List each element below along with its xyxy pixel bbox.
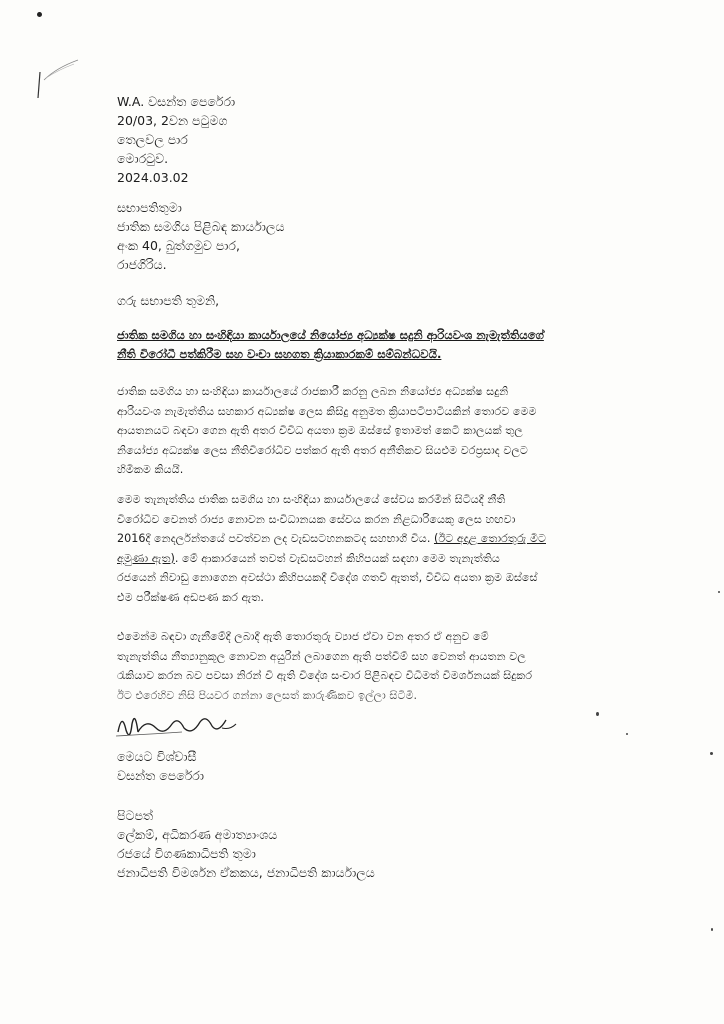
copies-block (117, 806, 375, 882)
sender-address-block (117, 92, 235, 187)
scan-speck (711, 928, 713, 931)
recipient-city: රාජගිරිය. (117, 257, 167, 272)
paragraph-line: තැනැත්තිය නීත්‍යානුකූල නොවන අයුරින් ලබාගෙන ඇති පත්වීම් සහ වෙනත් ආයතන වල (117, 649, 526, 663)
sender-city: මොරටුව. (117, 151, 169, 166)
recipient-title: සභාපතිතුමා (117, 200, 182, 215)
paragraph-line: රැකියාව කරන බව පවසා නිරන් වී ඇති විදේශ සංචාර පිළිබඳව විධිමත් විමර්ශනයක් සිදුකර (117, 669, 533, 683)
subject-line-1: ජාතික සමගිය හා සංහිඳියා කාර්යාලයේ නියෝජ්‍ය අධ්‍යක්ෂ සදුනි ආරියවංශ නැමැත්තියගේ (117, 328, 544, 342)
paragraph-line: හිමිකම කියයි. (117, 463, 184, 477)
letter-closing (117, 747, 204, 785)
copies-item: රජයේ විගණකාධිපති තුමා (117, 846, 256, 861)
salutation: ගරු සභාපති තුමනි, (117, 293, 220, 308)
closing-phrase: මෙයට විශ්වාසී (117, 749, 197, 764)
paragraph-line: නියෝජ්‍ය අධ්‍යක්ෂ ලෙස නීතිවිරෝධීව පත්කර ඇති අතර අනීතිකව සියළුම වරප්‍රසාද වලට (117, 443, 528, 457)
paragraph-line (117, 549, 612, 569)
scan-speck (718, 591, 720, 593)
body-paragraph-2 (117, 490, 612, 608)
handwritten-signature-icon (112, 702, 242, 748)
body-paragraph-3 (117, 627, 612, 705)
closing-name: වසන්ත පෙරේරා (117, 768, 204, 783)
sender-address-line2: තෙලවල පාර (117, 132, 188, 147)
letter-subject (117, 326, 612, 364)
paragraph-line: එමෙන්ම බඳවා ගැනීමේදී ලබාදී ඇති තොරතුරු ව්‍යාජ ඒවා වන අතර ඒ අනුව මේ (117, 630, 489, 643)
scan-speck (596, 712, 599, 716)
paragraph-line: රජයෙන් නිවාඩු නොගෙන අවස්ථා කිහිපයකදී විදේශ ගතවී ඇතත්, විවිධ අයතා ක්‍රම ඔස්සේ (117, 571, 538, 585)
paragraph-line: ආරියවංශ නැමැත්තිය සහකාර අධ්‍යක්ෂ ලෙස කිසිදු අනුමත ක්‍රියාපටිපාටියකින් තොරව මෙම (117, 404, 537, 418)
paragraph-line (117, 529, 612, 549)
copies-heading: පිටපත් (117, 808, 154, 823)
paragraph-text: 2016දී නෙදර්ලන්තයේ පවත්වන ලද වැඩසටහනකටද සහභාගී විය. (117, 532, 434, 546)
paragraph-line: මෙම තැනැත්තිය ජාතික සමගිය හා සංහිඳියා කාර්යාලයේ සේවය කරමින් සිටියදී නීති (117, 493, 506, 506)
paragraph-line: ජාතික සමගිය හා සංහිඳියා කාර්යාලයේ රාජකාරී කරනු ලබන නියෝජ්‍ය අධ්‍යක්ෂ සදුනි (117, 385, 509, 398)
attachment-note: (ඊට අදාළ තොරතුරු මීට (433, 532, 546, 546)
body-paragraph-1 (117, 382, 612, 480)
copies-item: ලේකම්, අධිකරණ අමාත්‍යාංශය (117, 827, 278, 842)
paragraph-line: ඊට එරෙහිව නිසි පියවර ගන්නා ලෙසත් කාරුණිකව ඉල්ලා සිටිමි. (117, 688, 418, 702)
ink-dot-mark (37, 12, 42, 17)
scan-speck (626, 733, 628, 735)
paragraph-line: එම පරීක්ෂණ අඩපණ කර ඇත. (117, 590, 264, 604)
recipient-address-block (117, 198, 284, 274)
recipient-office: ජාතික සමගිය පිළිබඳ කාර්යාලය (117, 219, 285, 234)
paragraph-text: . මේ ආකාරයෙන් තවත් වැඩසටහන් කිහිපයක් සඳහා මෙම තැනැත්තිය (174, 551, 500, 565)
recipient-address: අංක 40, බුත්ගමුව පාර, (117, 238, 240, 253)
attachment-note: අමුණා ඇත) (117, 551, 175, 565)
sender-address-line1: 20/03, 2වන පටුමග (117, 113, 228, 128)
letter-date: 2024.03.02 (117, 170, 189, 185)
copies-item: ජනාධිපති විමර්ශන ඒකකය, ජනාධිපති කාර්යාලය (117, 865, 375, 880)
paragraph-line: විරෝධීව වෙනත් රාජ්‍ය නොවන සංවිධානයක සේවය කරන නිළධාරියෙකු ලෙස හඟවා (117, 512, 516, 526)
subject-line-2: නීති විරෝධී පත්කිරීම සහ වංචා සහගත ක්‍රියාකාරකම් සම්බන්ධවයි. (117, 347, 442, 361)
paragraph-line: ආයතනයට බඳවා ගෙන ඇති අතර විවිධ අයතා ක්‍රම ඔස්සේ ඉතාමත් කෙටි කාලයක් තුල (117, 424, 523, 438)
scan-speck (710, 752, 713, 755)
margin-pen-mark-icon (34, 50, 82, 100)
sender-name: W.A. වසන්ත පෙරේරා (117, 94, 236, 109)
